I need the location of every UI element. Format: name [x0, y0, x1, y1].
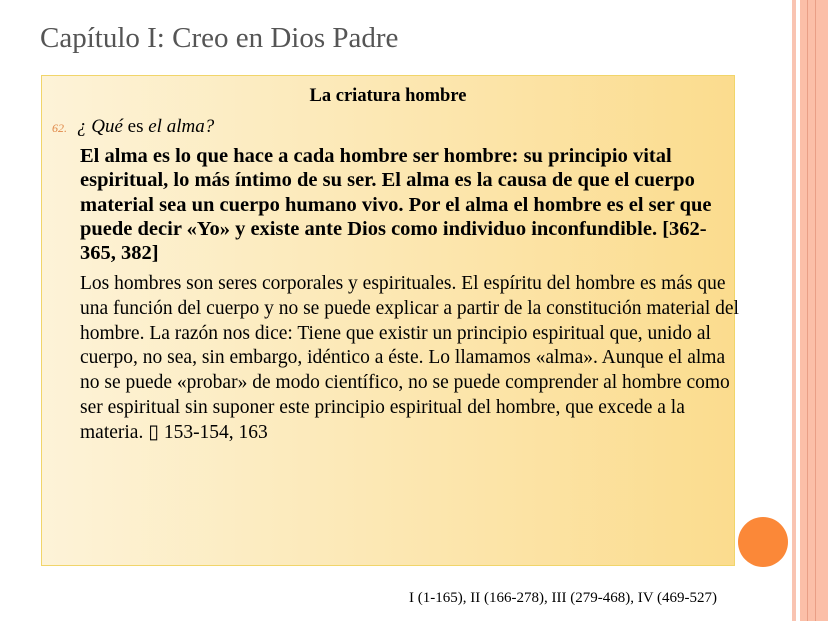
- question-text-italic-2: el alma?: [148, 116, 215, 137]
- question: [52, 116, 214, 138]
- answer-bold: El alma es lo que hace a cada hombre ser hombre: su principio vital espiritual, lo más íntimo de su ser. El alma es la causa de que el cuerpo material sea un cuerpo humano vivo. Por el alma el hombre es el ser que puede decir «Yo» y existe ante Dios como individuo inconfundible. [362-365, 382]: [80, 145, 712, 265]
- content-box: [41, 75, 739, 566]
- explanation-text: Los hombres son seres corporales y espirituales. El espíritu del hombre es más que una función del cuerpo y no se puede explicar a partir de la constitución material del hombre. La razón nos dice: Tiene que existir un principio espiritual que, unido al cuerpo, no sea, sin embargo, idéntico a éste. Lo llamamos «alma». Aunque el alma no se puede «probar» de modo científico, no se puede comprender al hombre como ser espiritual sin suponer este principio espiritual del hombre, que excede a la materia. ▯ 153-154, 163: [80, 273, 739, 443]
- footer-parts-index: I (1-165), II (166-278), III (279-468), IV (469-527): [409, 590, 717, 606]
- question-text: es: [122, 116, 149, 137]
- question-number: 62.: [52, 121, 67, 135]
- decorative-side-band: [800, 0, 828, 621]
- slide-title: Capítulo I: Creo en Dios Padre: [40, 22, 399, 54]
- question-text-italic: ¿ Qué: [77, 116, 123, 137]
- decorative-circle: [738, 517, 788, 567]
- decorative-stripe: [792, 0, 796, 621]
- section-heading: La criatura hombre: [309, 86, 467, 106]
